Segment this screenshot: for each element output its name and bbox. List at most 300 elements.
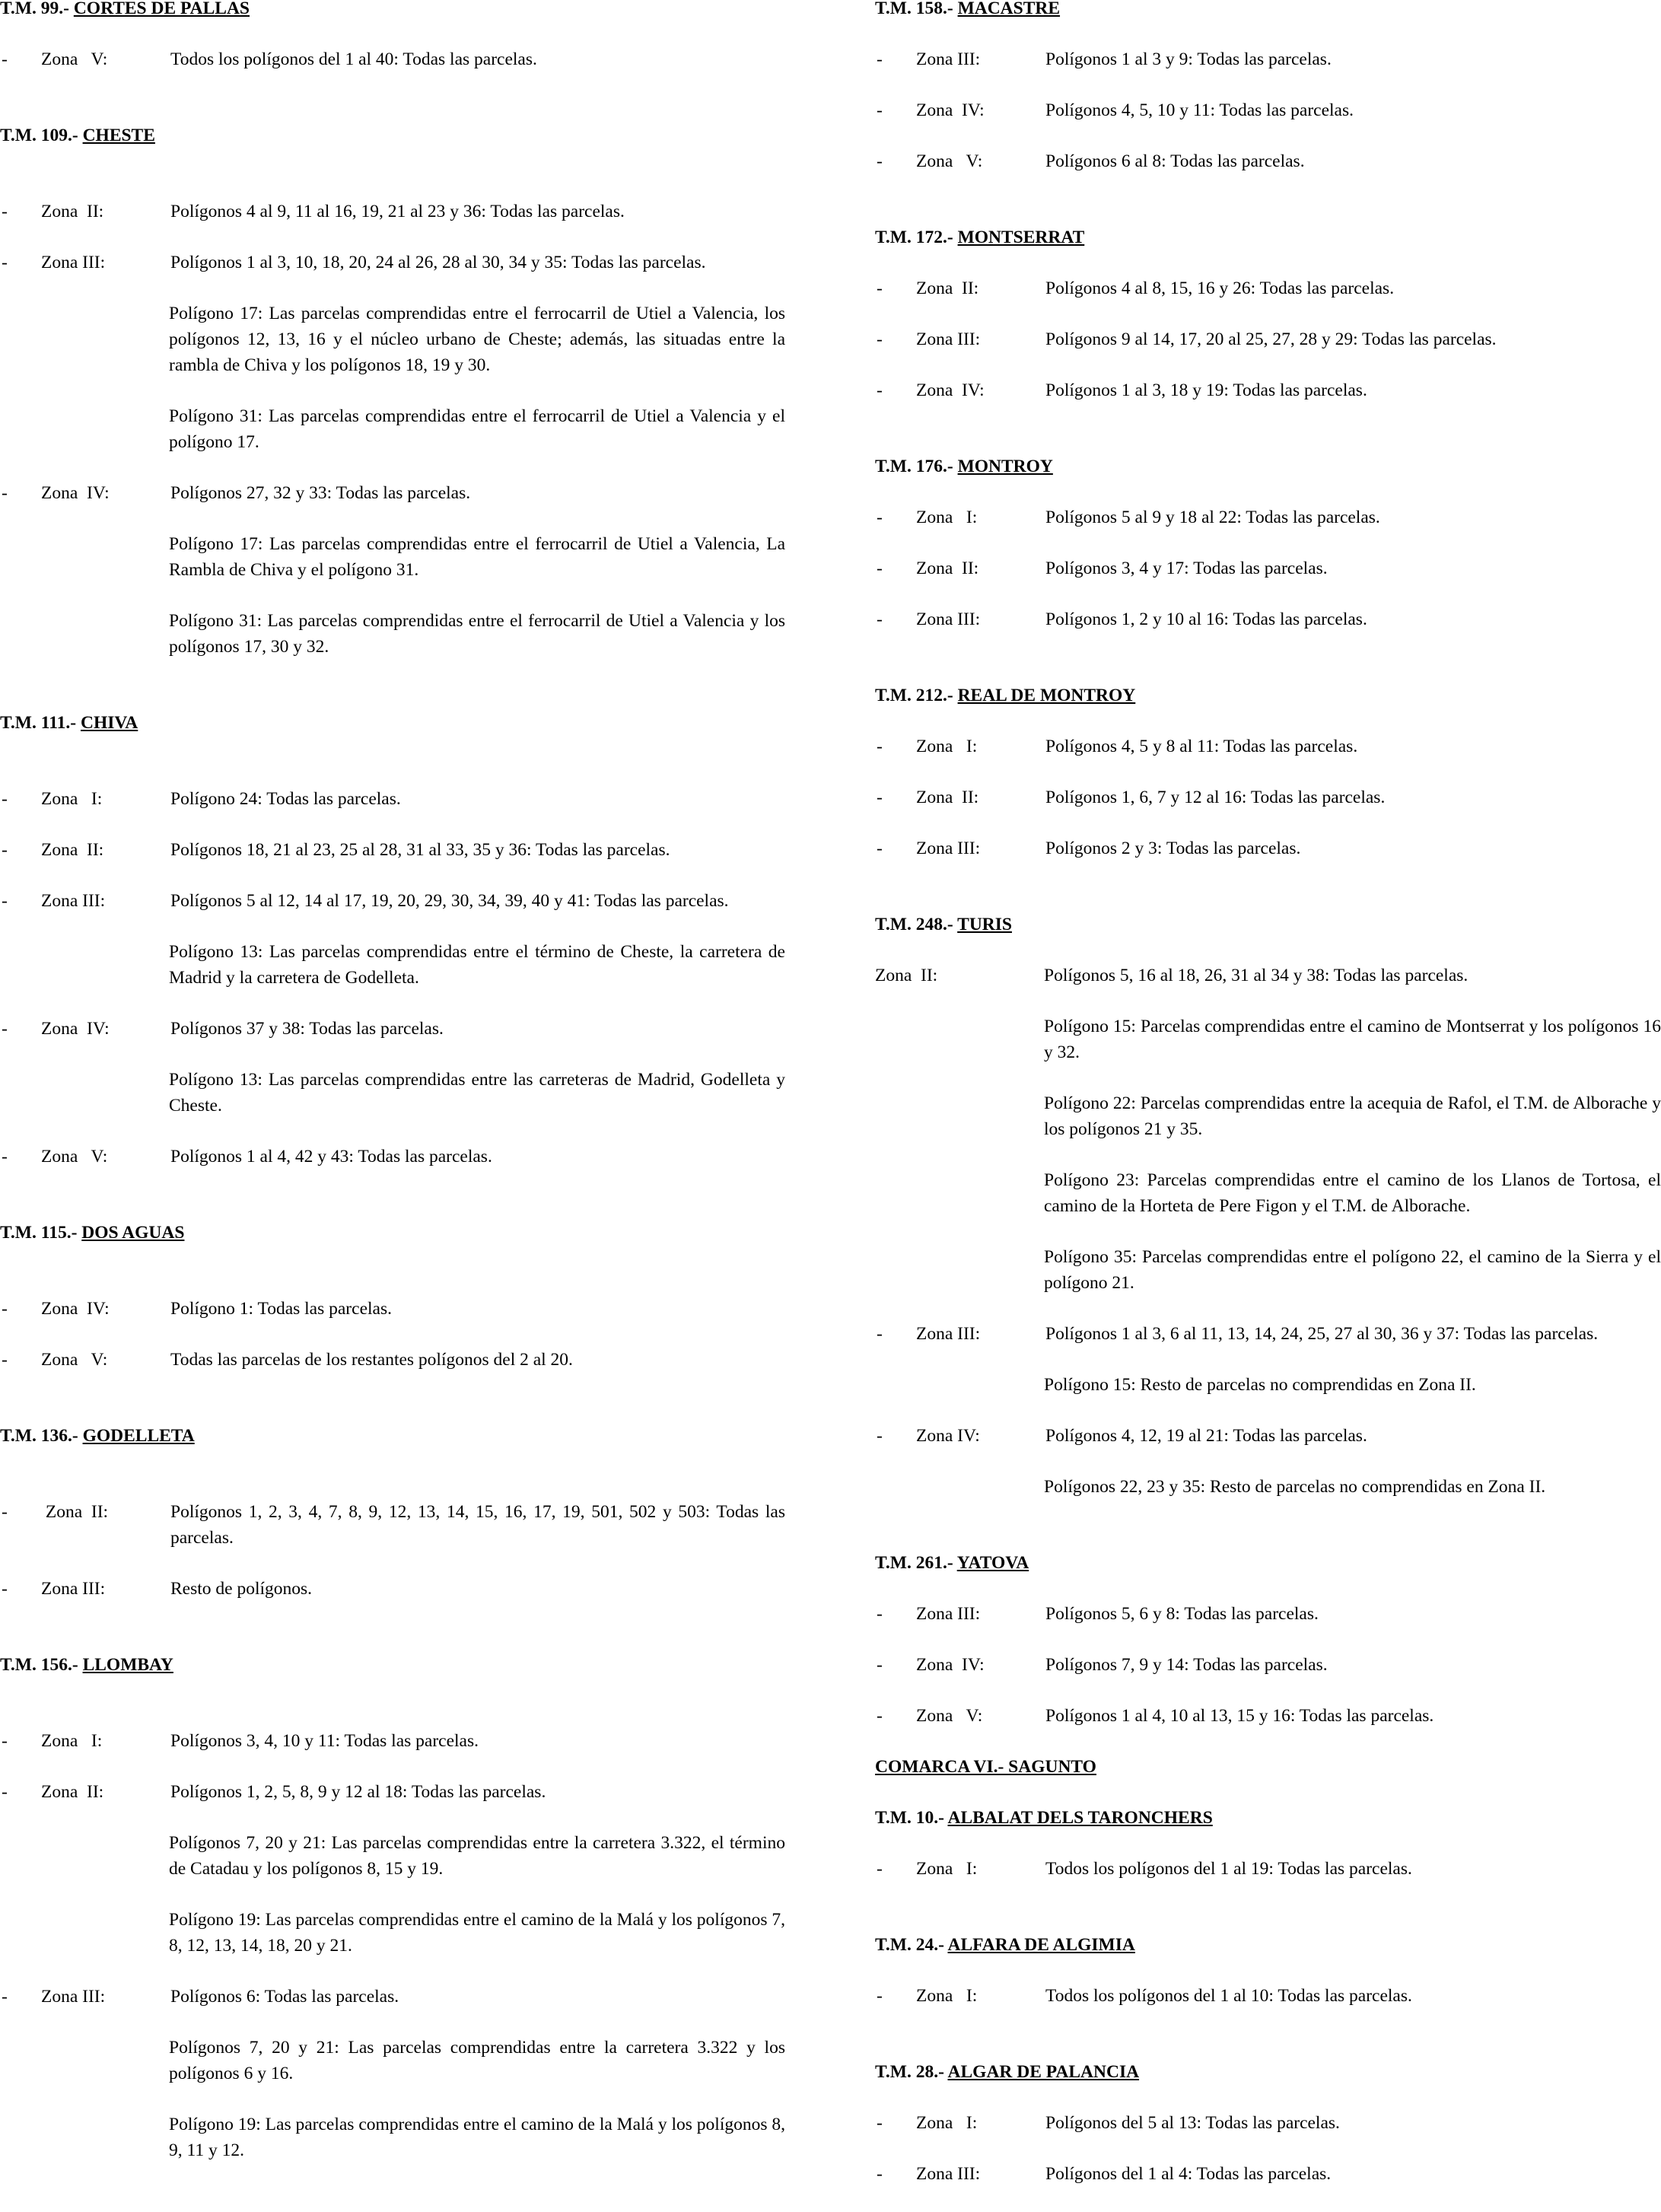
- municipality-code: T.M. 24.-: [875, 1935, 948, 1955]
- zone-detail-paragraph: Polígono 17: Las parcelas comprendidas entre el ferrocarril de Utiel a Valencia, los polígonos 12, 13, 16 y el núcleo urbano de Cheste; además, las situadas entre la rambla de Chiva y los polígonos 18, 19 y 30.: [169, 304, 785, 375]
- spacer: [875, 21, 1661, 46]
- municipality-name: DOS AGUAS: [81, 1223, 185, 1243]
- zone-row: [875, 1321, 1661, 1347]
- municipality-name: MACASTRE: [957, 0, 1061, 18]
- municipality-heading: [0, 1220, 785, 1246]
- municipality-name: GODELLETA: [82, 1426, 195, 1446]
- zone-row: [0, 888, 785, 914]
- municipality-code: T.M. 115.-: [0, 1223, 82, 1243]
- zone-row: [0, 1728, 785, 1754]
- municipality-section: [875, 454, 1661, 683]
- zone-row: [875, 963, 1661, 988]
- list-dash: -: [877, 380, 883, 400]
- zone-description: Polígonos del 5 al 13: Todas las parcelas.: [1045, 2113, 1340, 2133]
- zone-description: Polígonos 6: Todas las parcelas.: [170, 1987, 399, 2007]
- zone-label: Zona II:: [916, 278, 979, 298]
- zone-row: [0, 1576, 785, 1602]
- zone-row: [875, 1983, 1661, 2009]
- spacer: [875, 1729, 1661, 1754]
- zone-label: Zona IV:: [916, 1655, 985, 1675]
- zone-label: Zona I:: [916, 1986, 978, 2006]
- list-dash: -: [2, 840, 8, 860]
- zone-description: Polígonos 27, 32 y 33: Todas las parcelas.: [170, 483, 471, 503]
- list-dash: -: [877, 1426, 883, 1446]
- zone-description: Polígonos 37 y 38: Todas las parcelas.: [170, 1019, 444, 1039]
- spacer: [875, 1500, 1661, 1525]
- spacer: [0, 378, 785, 403]
- zone-label: Zona I:: [41, 1731, 103, 1751]
- zone-label: Zona I:: [916, 508, 978, 527]
- municipality-name: ALGAR DE PALANCIA: [947, 2062, 1140, 2082]
- spacer: [875, 352, 1661, 377]
- list-dash: -: [877, 788, 883, 807]
- municipality-name: CHESTE: [82, 126, 155, 145]
- zone-row: [0, 480, 785, 506]
- spacer: [875, 1831, 1661, 1856]
- spacer: [0, 1119, 785, 1144]
- list-dash: -: [2, 891, 8, 911]
- list-dash: -: [2, 1350, 8, 1370]
- spacer: [875, 199, 1661, 224]
- zone-row: [875, 2161, 1661, 2187]
- spacer: [0, 72, 785, 97]
- spacer: [875, 301, 1661, 326]
- spacer: [0, 1246, 785, 1296]
- spacer: [875, 759, 1661, 785]
- municipality-code: T.M. 99.-: [0, 0, 74, 18]
- zone-description: Polígonos 4 al 8, 15, 16 y 26: Todas las parcelas.: [1045, 278, 1395, 298]
- spacer: [875, 428, 1661, 454]
- spacer: [0, 1882, 785, 1907]
- municipality-code: T.M. 111.-: [0, 713, 81, 733]
- spacer: [0, 1627, 785, 1652]
- zone-description: Polígonos 5 al 12, 14 al 17, 19, 20, 29, 30, 34, 39, 40 y 41: Todas las parcelas.: [170, 891, 729, 911]
- list-dash: -: [2, 1502, 8, 1522]
- zone-detail-paragraph: Polígono 15: Resto de parcelas no comprendidas en Zona II.: [1044, 1375, 1476, 1395]
- list-dash: -: [2, 789, 8, 809]
- zone-row: [875, 1703, 1661, 1729]
- spacer: [875, 1627, 1661, 1652]
- list-dash: -: [2, 1147, 8, 1166]
- zone-description: Resto de polígonos.: [170, 1579, 313, 1599]
- spacer: [0, 506, 785, 531]
- zone-description: Polígonos del 1 al 4: Todas las parcelas.: [1045, 2164, 1332, 2184]
- zone-label: Zona II:: [875, 966, 938, 985]
- spacer: [0, 275, 785, 301]
- spacer: [0, 97, 785, 123]
- municipality-code: T.M. 10.-: [875, 1808, 948, 1828]
- zone-detail-paragraph: Polígono 22: Parcelas comprendidas entre la acequia de Rafol, el T.M. de Alborache y los polígonos 21 y 35.: [1044, 1093, 1661, 1139]
- zone-detail-paragraph: Polígonos 7, 20 y 21: Las parcelas comprendidas entre la carretera 3.322 y los polígonos 6 y 16.: [169, 2038, 785, 2083]
- zone-description: Polígonos 1, 2, 3, 4, 7, 8, 9, 12, 13, 14, 15, 16, 17, 19, 501, 502 y 503: Todas las parcelas.: [170, 1502, 785, 1548]
- spacer: [875, 861, 1661, 886]
- zone-detail-paragraph: Polígonos 22, 23 y 35: Resto de parcelas no comprendidas en Zona II.: [1044, 1477, 1546, 1497]
- zone-description: Polígonos 7, 9 y 14: Todas las parcelas.: [1045, 1655, 1328, 1675]
- municipality-name: YATOVA: [956, 1553, 1029, 1573]
- spacer: [0, 1678, 785, 1728]
- municipality-section: [875, 224, 1661, 454]
- municipality-section: [875, 683, 1661, 912]
- zone-detail-paragraph: Polígono 23: Parcelas comprendidas entre el camino de los Llanos de Tortosa, el camino de la Horteta de Pere Figon y el T.M. de Alborache.: [1044, 1170, 1661, 1216]
- list-dash: -: [877, 609, 883, 629]
- spacer: [0, 736, 785, 786]
- zone-label: Zona IV:: [41, 1299, 110, 1319]
- spacer: [875, 250, 1661, 275]
- zone-row: [875, 1652, 1661, 1678]
- spacer: [875, 2009, 1661, 2034]
- zone-row: [875, 46, 1661, 72]
- list-dash: -: [877, 100, 883, 120]
- zone-description: Polígonos 1, 2, 5, 8, 9 y 12 al 18: Todas las parcelas.: [170, 1782, 546, 1802]
- zone-label: Zona III:: [916, 609, 981, 629]
- zone-description: Polígonos 18, 21 al 23, 25 al 28, 31 al 33, 35 y 36: Todas las parcelas.: [170, 840, 670, 860]
- zone-label: Zona III:: [41, 891, 106, 911]
- zone-label: Zona IV:: [916, 1426, 980, 1446]
- zone-description: Todas las parcelas de los restantes polígonos del 2 al 20.: [170, 1350, 573, 1370]
- zone-label: Zona III:: [916, 1324, 981, 1344]
- spacer: [0, 21, 785, 46]
- zone-description: Polígono 24: Todas las parcelas.: [170, 789, 401, 809]
- zone-description: Polígonos 4 al 9, 11 al 16, 19, 21 al 23 y 36: Todas las parcelas.: [170, 202, 625, 221]
- list-dash: -: [877, 1324, 883, 1344]
- municipality-code: T.M. 172.-: [875, 228, 958, 247]
- spacer: [0, 863, 785, 888]
- municipality-name: MONTROY: [957, 457, 1053, 476]
- municipality-heading: [875, 0, 1661, 21]
- municipality-section: [875, 1805, 1661, 1932]
- spacer: [0, 685, 785, 710]
- zone-label: Zona V:: [916, 1706, 983, 1726]
- spacer: [0, 1373, 785, 1398]
- list-dash: -: [877, 1859, 883, 1879]
- zone-description: Todos los polígonos del 1 al 40: Todas las parcelas.: [170, 49, 537, 69]
- left-column: [0, 0, 785, 2188]
- zone-row: [875, 555, 1661, 581]
- spacer: [875, 1219, 1661, 1244]
- spacer: [875, 2034, 1661, 2059]
- spacer: [875, 1958, 1661, 1983]
- zone-label: Zona III:: [916, 1604, 981, 1624]
- spacer: [0, 1322, 785, 1347]
- zone-description: Polígonos 1 al 4, 10 al 13, 15 y 16: Todas las parcelas.: [1045, 1706, 1434, 1726]
- zone-description: Polígonos 6 al 8: Todas las parcelas.: [1045, 151, 1305, 171]
- spacer: [0, 660, 785, 685]
- municipality-name: MONTSERRAT: [957, 228, 1085, 247]
- spacer: [0, 1042, 785, 1067]
- zone-row: [875, 148, 1661, 174]
- municipality-heading: [875, 224, 1661, 250]
- spacer: [0, 1754, 785, 1779]
- list-dash: -: [877, 2113, 883, 2133]
- municipality-name: LLOMBAY: [82, 1655, 173, 1675]
- spacer: [0, 1602, 785, 1627]
- list-dash: -: [2, 1299, 8, 1319]
- zone-row: [875, 734, 1661, 759]
- list-dash: -: [2, 1782, 8, 1802]
- municipality-heading: [0, 710, 785, 736]
- zone-label: Zona II:: [41, 840, 104, 860]
- municipality-code: T.M. 261.-: [875, 1553, 957, 1573]
- spacer: [875, 1142, 1661, 1167]
- municipality-section: [0, 710, 785, 1220]
- zone-detail-paragraph: Polígono 31: Las parcelas comprendidas entre el ferrocarril de Utiel a Valencia y los polígonos 17, 30 y 32.: [169, 611, 785, 657]
- municipality-code: T.M. 248.-: [875, 915, 958, 934]
- municipality-section: [0, 123, 785, 710]
- right-column: [875, 0, 1661, 2212]
- zone-row: [0, 1144, 785, 1170]
- zone-description: Polígono 1: Todas las parcelas.: [170, 1299, 392, 1319]
- list-dash: -: [877, 839, 883, 858]
- zone-row: [0, 199, 785, 224]
- zone-label: Zona V:: [916, 151, 983, 171]
- municipality-section: [0, 0, 785, 123]
- spacer: [875, 810, 1661, 835]
- spacer: [875, 1907, 1661, 1932]
- zone-row: [875, 377, 1661, 403]
- zone-description: Polígonos 4, 5, 10 y 11: Todas las parcelas.: [1045, 100, 1354, 120]
- municipality-name: ALBALAT DELS TARONCHERS: [947, 1808, 1213, 1828]
- zone-label: Zona III:: [916, 49, 981, 69]
- spacer: [875, 2085, 1661, 2110]
- spacer: [0, 455, 785, 480]
- zone-description: Polígonos 4, 5 y 8 al 11: Todas las parcelas.: [1045, 737, 1358, 756]
- spacer: [875, 1525, 1661, 1550]
- list-dash: -: [877, 2164, 883, 2184]
- list-dash: -: [2, 253, 8, 272]
- zone-description: Polígonos 3, 4, 10 y 11: Todas las parcelas.: [170, 1731, 479, 1751]
- municipality-section: [875, 1550, 1661, 1754]
- municipality-heading: [875, 683, 1661, 708]
- zone-row: [0, 1499, 785, 1551]
- municipality-heading: [0, 1423, 785, 1449]
- municipality-section: [875, 1932, 1661, 2059]
- spacer: [875, 937, 1661, 963]
- municipality-heading: [0, 0, 785, 21]
- zone-label: Zona III:: [916, 329, 981, 349]
- spacer: [875, 2136, 1661, 2161]
- municipality-section: [875, 1754, 1661, 1805]
- spacer: [0, 1959, 785, 1984]
- zone-detail-paragraph: Polígono 19: Las parcelas comprendidas entre el camino de la Malá y los polígonos 7, 8, 12, 13, 14, 18, 20 y 21.: [169, 1910, 785, 1956]
- municipality-code: T.M. 176.-: [875, 457, 958, 476]
- spacer: [0, 2010, 785, 2035]
- zone-row: [875, 326, 1661, 352]
- spacer: [875, 1678, 1661, 1703]
- municipality-section: [875, 912, 1661, 1550]
- zone-row: [875, 97, 1661, 123]
- zone-label: Zona III:: [41, 1579, 106, 1599]
- list-dash: -: [877, 1706, 883, 1726]
- zone-row: [875, 1856, 1661, 1882]
- spacer: [0, 1449, 785, 1499]
- list-dash: -: [2, 483, 8, 503]
- zone-label: Zona IV:: [916, 380, 985, 400]
- list-dash: -: [877, 278, 883, 298]
- spacer: [875, 581, 1661, 606]
- municipality-heading: [875, 1805, 1661, 1831]
- spacer: [0, 224, 785, 250]
- municipality-heading: [0, 123, 785, 148]
- zone-description: Polígonos 1 al 3 y 9: Todas las parcelas.: [1045, 49, 1332, 69]
- zone-row: [875, 606, 1661, 632]
- zone-detail-paragraph: Polígono 13: Las parcelas comprendidas entre el término de Cheste, la carretera de Madrid y la carretera de Godelleta.: [169, 942, 785, 988]
- zone-description: Polígonos 1 al 3, 18 y 19: Todas las parcelas.: [1045, 380, 1367, 400]
- comarca-heading: COMARCA VI.- SAGUNTO: [875, 1757, 1096, 1777]
- list-dash: -: [2, 1987, 8, 2007]
- zone-description: Polígonos 1 al 3, 10, 18, 20, 24 al 26, 28 al 30, 34 y 35: Todas las parcelas.: [170, 253, 706, 272]
- spacer: [0, 2086, 785, 2112]
- spacer: [875, 174, 1661, 199]
- zone-label: Zona III:: [916, 839, 981, 858]
- spacer: [0, 1551, 785, 1576]
- zone-description: Polígonos 3, 4 y 17: Todas las parcelas.: [1045, 559, 1328, 578]
- spacer: [875, 1296, 1661, 1321]
- spacer: [875, 1780, 1661, 1805]
- zone-label: Zona II:: [41, 1782, 104, 1802]
- zone-detail-paragraph: Polígono 31: Las parcelas comprendidas entre el ferrocarril de Utiel a Valencia y el polígono 17.: [169, 406, 785, 452]
- list-dash: -: [877, 1604, 883, 1624]
- zone-description: Polígonos 2 y 3: Todas las parcelas.: [1045, 839, 1301, 858]
- zone-row: [875, 1423, 1661, 1449]
- spacer: [0, 148, 785, 199]
- spacer: [875, 72, 1661, 97]
- zone-label: Zona IV:: [916, 100, 985, 120]
- zone-label: Zona I:: [41, 789, 103, 809]
- spacer: [875, 2187, 1661, 2212]
- municipality-heading: [875, 454, 1661, 479]
- zone-label: Zona II:: [41, 202, 104, 221]
- zone-label: Zona IV:: [41, 483, 110, 503]
- municipality-name: REAL DE MONTROY: [957, 686, 1136, 705]
- spacer: [875, 886, 1661, 912]
- zone-detail-paragraph: Polígono 19: Las parcelas comprendidas entre el camino de la Malá y los polígonos 8, 9, 11 y 12.: [169, 2115, 785, 2160]
- list-dash: -: [877, 559, 883, 578]
- municipality-code: T.M. 28.-: [875, 2062, 948, 2082]
- zone-detail-paragraph: Polígono 13: Las parcelas comprendidas entre las carreteras de Madrid, Godelleta y Cheste.: [169, 1070, 785, 1116]
- municipality-heading: [875, 1932, 1661, 1958]
- municipality-code: T.M. 109.-: [0, 126, 83, 145]
- list-dash: -: [877, 737, 883, 756]
- list-dash: -: [2, 202, 8, 221]
- spacer: [875, 1347, 1661, 1372]
- zone-row: [875, 785, 1661, 810]
- spacer: [0, 991, 785, 1016]
- zone-row: [0, 786, 785, 812]
- municipality-code: T.M. 156.-: [0, 1655, 83, 1675]
- zone-row: [0, 1016, 785, 1042]
- zone-label: Zona V:: [41, 1147, 108, 1166]
- spacer: [0, 914, 785, 939]
- municipality-code: T.M. 158.-: [875, 0, 958, 18]
- zone-row: [0, 1296, 785, 1322]
- zone-row: [0, 1779, 785, 1805]
- zone-description: Polígonos 9 al 14, 17, 20 al 25, 27, 28 y 29: Todas las parcelas.: [1045, 329, 1497, 349]
- zone-label: Zona III:: [41, 1987, 106, 2007]
- spacer: [875, 403, 1661, 428]
- municipality-heading: [875, 2059, 1661, 2085]
- list-dash: -: [877, 151, 883, 171]
- spacer: [0, 1170, 785, 1195]
- zone-label: Zona IV:: [41, 1019, 110, 1039]
- spacer: [875, 530, 1661, 555]
- spacer: [875, 1065, 1661, 1090]
- zone-label: Zona III:: [41, 253, 106, 272]
- municipality-section: [875, 0, 1661, 224]
- zone-detail-paragraph: Polígono 15: Parcelas comprendidas entre el camino de Montserrat y los polígonos 16 y 32.: [1044, 1017, 1661, 1062]
- zone-label: Zona II:: [916, 559, 979, 578]
- list-dash: -: [877, 508, 883, 527]
- list-dash: -: [877, 1655, 883, 1675]
- zone-label: Zona V:: [41, 49, 108, 69]
- zone-label: Zona I:: [916, 2113, 978, 2133]
- spacer: [875, 479, 1661, 504]
- list-dash: -: [877, 329, 883, 349]
- spacer: [875, 123, 1661, 148]
- zone-description: Todos los polígonos del 1 al 10: Todas las parcelas.: [1045, 1986, 1412, 2006]
- zone-row: [875, 1601, 1661, 1627]
- list-dash: -: [2, 1579, 8, 1599]
- zone-detail-paragraph: Polígonos 7, 20 y 21: Las parcelas comprendidas entre la carretera 3.322, el término de Catadau y los polígonos 8, 15 y 19.: [169, 1833, 785, 1879]
- spacer: [875, 988, 1661, 1014]
- municipality-name: CHIVA: [80, 713, 138, 733]
- municipality-section: [0, 1423, 785, 1652]
- spacer: [0, 1398, 785, 1423]
- zone-description: Polígonos 5, 6 y 8: Todas las parcelas.: [1045, 1604, 1319, 1624]
- zone-label: Zona II:: [41, 1502, 109, 1522]
- zone-description: Polígonos 5, 16 al 18, 26, 31 al 34 y 38: Todas las parcelas.: [1044, 966, 1468, 985]
- zone-row: [0, 1347, 785, 1373]
- zone-description: Polígonos 1 al 4, 42 y 43: Todas las parcelas.: [170, 1147, 492, 1166]
- zone-row: [875, 504, 1661, 530]
- zone-label: Zona I:: [916, 737, 978, 756]
- spacer: [875, 632, 1661, 657]
- zone-row: [0, 837, 785, 863]
- municipality-section: [875, 2059, 1661, 2212]
- zone-row: [875, 2110, 1661, 2136]
- municipality-code: T.M. 212.-: [875, 686, 958, 705]
- spacer: [0, 2163, 785, 2188]
- list-dash: -: [877, 49, 883, 69]
- municipality-name: TURIS: [957, 915, 1012, 934]
- spacer: [0, 583, 785, 608]
- municipality-name: CORTES DE PALLAS: [73, 0, 250, 18]
- spacer: [875, 708, 1661, 734]
- spacer: [875, 1882, 1661, 1907]
- municipality-section: [0, 1220, 785, 1423]
- spacer: [0, 1195, 785, 1220]
- zone-label: Zona II:: [916, 788, 979, 807]
- zone-description: Polígonos 1, 2 y 10 al 16: Todas las parcelas.: [1045, 609, 1367, 629]
- spacer: [875, 1398, 1661, 1423]
- list-dash: -: [2, 49, 8, 69]
- zone-row: [0, 46, 785, 72]
- zone-row: [875, 275, 1661, 301]
- municipality-section: [0, 1652, 785, 2188]
- municipality-heading: [875, 1550, 1661, 1576]
- zone-description: Polígonos 1 al 3, 6 al 11, 13, 14, 24, 25, 27 al 30, 36 y 37: Todas las parcelas.: [1045, 1324, 1599, 1344]
- spacer: [875, 657, 1661, 683]
- zone-description: Polígonos 1, 6, 7 y 12 al 16: Todas las parcelas.: [1045, 788, 1386, 807]
- list-dash: -: [2, 1019, 8, 1039]
- spacer: [0, 1805, 785, 1830]
- municipality-heading: [0, 1652, 785, 1678]
- zone-label: Zona I:: [916, 1859, 978, 1879]
- zone-label: Zona V:: [41, 1350, 108, 1370]
- zone-detail-paragraph: Polígono 35: Parcelas comprendidas entre el polígono 22, el camino de la Sierra y el polígono 21.: [1044, 1247, 1661, 1293]
- municipality-code: T.M. 136.-: [0, 1426, 83, 1446]
- municipality-heading: [875, 912, 1661, 937]
- zone-label: Zona III:: [916, 2164, 981, 2184]
